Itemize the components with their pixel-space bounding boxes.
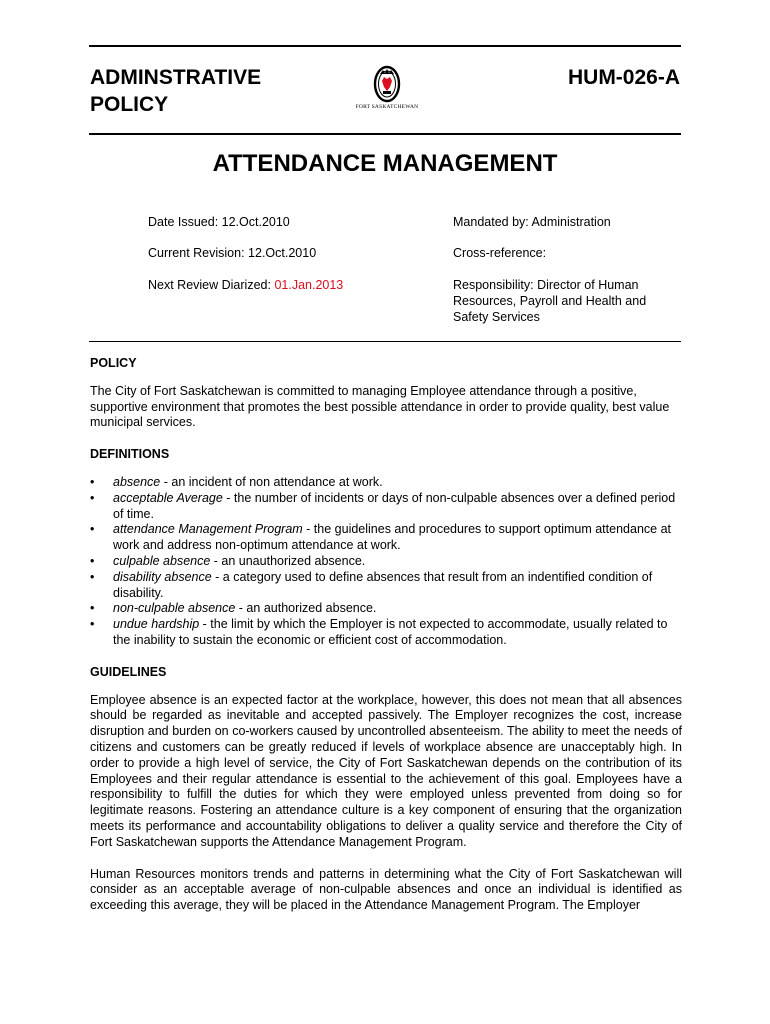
- mandated-by: Mandated by: Administration: [453, 215, 611, 229]
- definition-term: non-culpable absence: [113, 601, 236, 616]
- bullet-icon: •: [90, 569, 95, 584]
- guidelines-paragraph-2: Human Resources monitors trends and patterns in determining what the City of Fort Saskatchewan will consider as an acceptable average of non-culpable absences and once an individual is identified as exceeding this average, they will be placed in the Attendance Management Program. The Employer: [90, 866, 682, 913]
- document-type-line1: ADMINSTRATIVE: [90, 66, 262, 89]
- definitions-heading: DEFINITIONS: [90, 447, 170, 462]
- current-revision: Current Revision: 12.Oct.2010: [148, 246, 317, 260]
- next-review-label: Next Review Diarized:: [148, 278, 275, 292]
- crest-icon: [349, 60, 425, 106]
- definition-term: absence: [113, 474, 161, 489]
- definition-text: - the guidelines and procedures to support optimum attendance at work and address non-optimum attendance at work.: [113, 522, 671, 553]
- responsibility: [453, 277, 646, 325]
- definition-text: - an authorized absence.: [235, 601, 377, 616]
- bullet-icon: •: [90, 474, 95, 489]
- next-review-date: 01.Jan.2013: [274, 278, 344, 292]
- next-review: [148, 277, 343, 293]
- logo-text: FORT SASKATCHEWAN: [355, 104, 419, 110]
- definition-term: disability absence: [113, 569, 212, 584]
- list-item: [90, 617, 682, 649]
- policy-body: [90, 356, 682, 914]
- guidelines-paragraph-1: Employee absence is an expected factor at the workplace, however, this does not mean that all absences should be regarded as inevitable and accepted passively. The Employer recognizes the cost, increase disruption and burden on co-workers caused by uncontrolled absenteeism. The ability to meet the needs of citizens and customers can be greatly reduced if levels of workplace absence are unacceptably high. In order to provide a high level of service, the City of Fort Saskatchewan depends on the contribution of its Employees and their regular attendance is essential to the achievement of this goal. Employees have a responsibility to fulfill the duties for which they were employed unless prevented from doing so for legitimate reasons. Fostering an attendance culture is a key component of ensuring that the organization meets its performance and accountability obligations to deliver a quality service and therefore the City of Fort Saskatchewan supports the Attendance Management Program.: [90, 692, 682, 849]
- responsibility-line2: Resources, Payroll and Health and: [453, 294, 647, 308]
- section-divider: [89, 341, 681, 342]
- definition-term: attendance Management Program: [113, 522, 303, 537]
- responsibility-line3: Safety Services: [453, 310, 540, 324]
- list-item: [90, 601, 682, 617]
- definition-text: - an unauthorized absence.: [210, 553, 366, 568]
- bullet-icon: •: [90, 490, 95, 505]
- definition-text: - the limit by which the Employer is not expected to accommodate, usually related to the inability to sustain the economic or efficient cost of accommodation.: [113, 617, 668, 647]
- policy-number: HUM-026-A: [567, 66, 680, 89]
- definition-text: - the number of incidents or days of non-culpable absences over a defined period of time.: [113, 490, 676, 521]
- definitions-list: [90, 475, 682, 649]
- list-item: [90, 554, 682, 570]
- list-item: [90, 491, 682, 523]
- header-divider: [89, 133, 681, 135]
- bullet-icon: •: [90, 601, 95, 616]
- bullet-icon: •: [90, 522, 95, 537]
- policy-text: The City of Fort Saskatchewan is committed to managing Employee attendance through a positive, supportive environment that promotes the best possible attendance in order to provide quality, best value municipal services.: [90, 383, 670, 430]
- policy-heading: POLICY: [90, 356, 137, 370]
- definition-term: acceptable Average: [113, 490, 223, 505]
- responsibility-line1: Responsibility: Director of Human: [453, 278, 639, 292]
- guidelines-heading: GUIDELINES: [90, 664, 167, 679]
- document-type-line2: POLICY: [90, 93, 169, 116]
- list-item: [90, 522, 682, 554]
- document-type: [90, 64, 261, 118]
- definition-text: - an incident of non attendance at work.: [160, 474, 383, 489]
- date-issued: Date Issued: 12.Oct.2010: [148, 215, 290, 229]
- page-title: ATTENDANCE MANAGEMENT: [212, 150, 558, 177]
- city-logo: [349, 60, 425, 118]
- list-item: [90, 570, 682, 602]
- cross-reference: Cross-reference:: [453, 246, 547, 260]
- bullet-icon: •: [90, 617, 95, 632]
- list-item: [90, 475, 682, 491]
- definition-term: culpable absence: [113, 553, 211, 568]
- bullet-icon: •: [90, 553, 95, 568]
- top-divider: [89, 45, 681, 47]
- definition-term: undue hardship: [113, 617, 200, 632]
- definition-text: - a category used to define absences that result from an indentified condition of disability.: [113, 569, 653, 600]
